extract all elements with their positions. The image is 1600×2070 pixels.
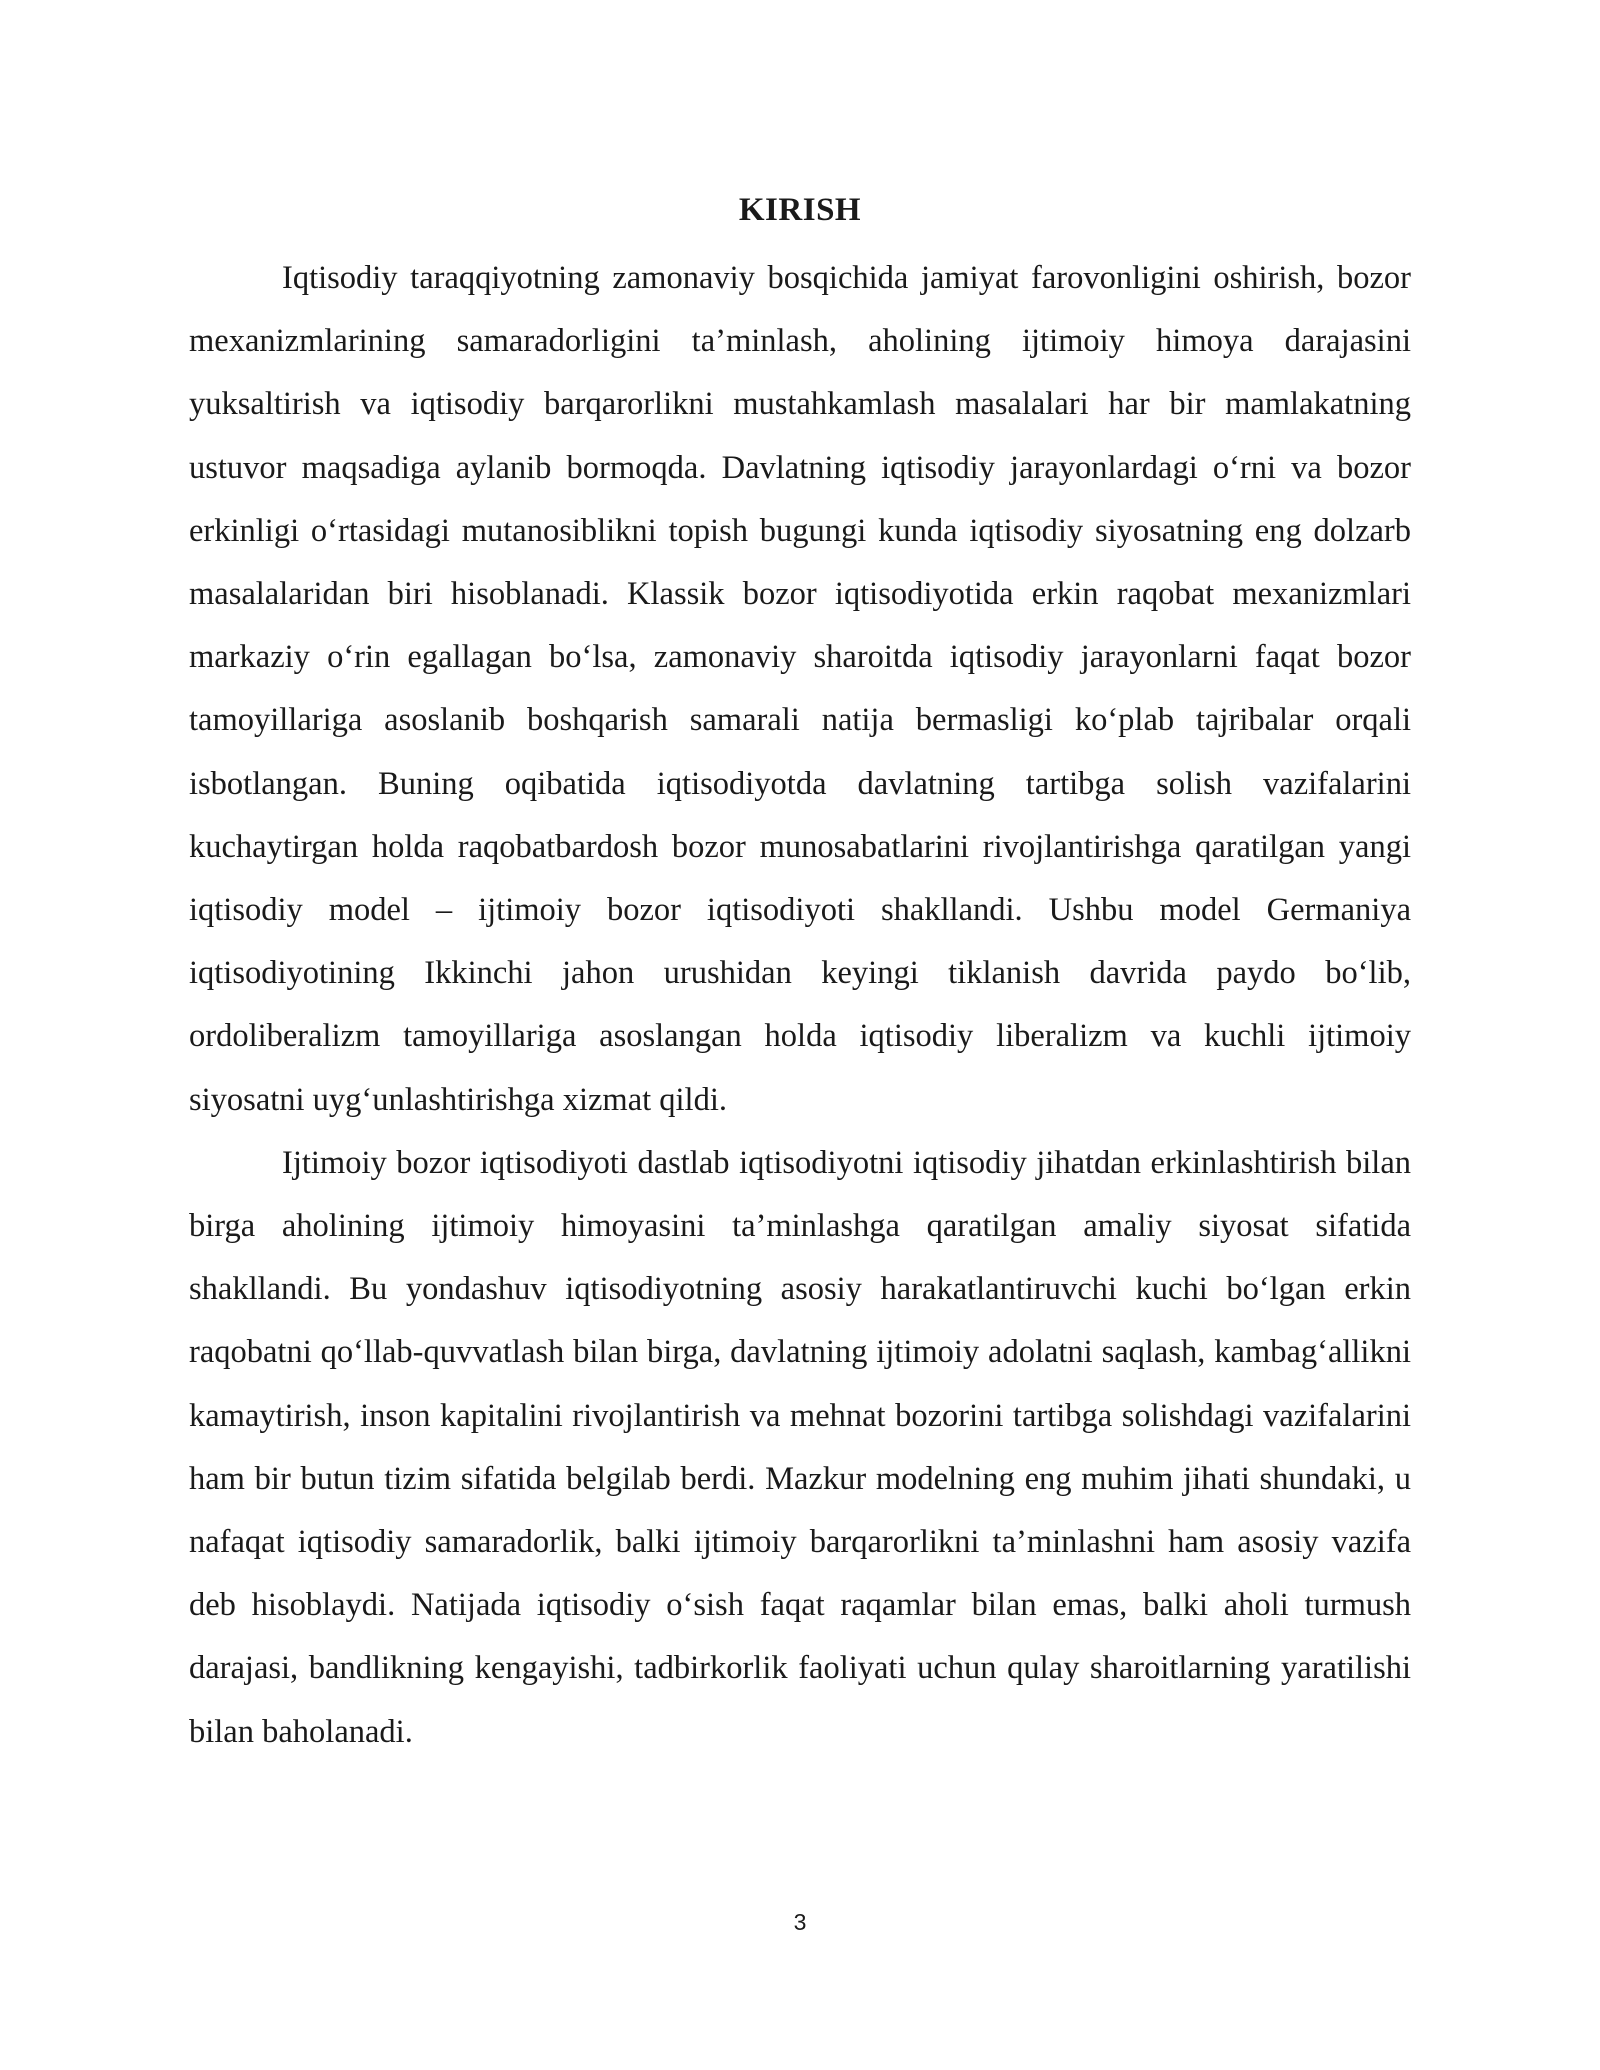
- paragraph-2: Ijtimoiy bozor iqtisodiyoti dastlab iqtisodiyotni iqtisodiy jihatdan erkinlashtirish bilan birga aholining ijtimoiy himoyasini ta’minlashga qaratilgan amaliy siyosat sifatida shakllandi. Bu yondashuv iqtisodiyotning asosiy harakatlantiruvchi kuchi bo‘lgan erkin raqobatni qo‘llab-quvvatlash bilan birga, davlatning ijtimoiy adolatni saqlash, kambag‘allikni kamaytirish, inson kapitalini rivojlantirish va mehnat bozorini tartibga solishdagi vazifalarini ham bir butun tizim sifatida belgilab berdi. Mazkur modelning eng muhim jihati shundaki, u nafaqat iqtisodiy samaradorlik, balki ijtimoiy barqarorlikni ta’minlashni ham asosiy vazifa deb hisoblaydi. Natijada iqtisodiy o‘sish faqat raqamlar bilan emas, balki aholi turmush darajasi, bandlikning kengayishi, tadbirkorlik faoliyati uchun qulay sharoitlarning yaratilishi bilan baholanadi.: [189, 1144, 1411, 1750]
- body-text: [189, 247, 1411, 1764]
- paragraph-1: Iqtisodiy taraqqiyotning zamonaviy bosqichida jamiyat farovonligini oshirish, bozor mexanizmlarining samaradorligini ta’minlash, aholining ijtimoiy himoya darajasini yuksaltirish va iqtisodiy barqarorlikni mustahkamlash masalalari har bir mamlakatning ustuvor maqsadiga aylanib bormoqda. Davlatning iqtisodiy jarayonlardagi o‘rni va bozor erkinligi o‘rtasidagi mutanosiblikni topish bugungi kunda iqtisodiy siyosatning eng dolzarb masalalaridan biri hisoblanadi. Klassik bozor iqtisodiyotida erkin raqobat mexanizmlari markaziy o‘rin egallagan bo‘lsa, zamonaviy sharoitda iqtisodiy jarayonlarni faqat bozor tamoyillariga asoslanib boshqarish samarali natija bermasligi ko‘plab tajribalar orqali isbotlangan. Buning oqibatida iqtisodiyotda davlatning tartibga solish vazifalarini kuchaytirgan holda raqobatbardosh bozor munosabatlarini rivojlantirishga qaratilgan yangi iqtisodiy model – ijtimoiy bozor iqtisodiyoti shakllandi. Ushbu model Germaniya iqtisodiyotining Ikkinchi jahon urushidan keyingi tiklanish davrida paydo bo‘lib, ordoliberalizm tamoyillariga asoslangan holda iqtisodiy liberalizm va kuchli ijtimoiy siyosatni uyg‘unlashtirishga xizmat qildi.: [189, 260, 1411, 1118]
- page-number: 3: [793, 1909, 807, 1935]
- section-heading: KIRISH: [738, 192, 862, 228]
